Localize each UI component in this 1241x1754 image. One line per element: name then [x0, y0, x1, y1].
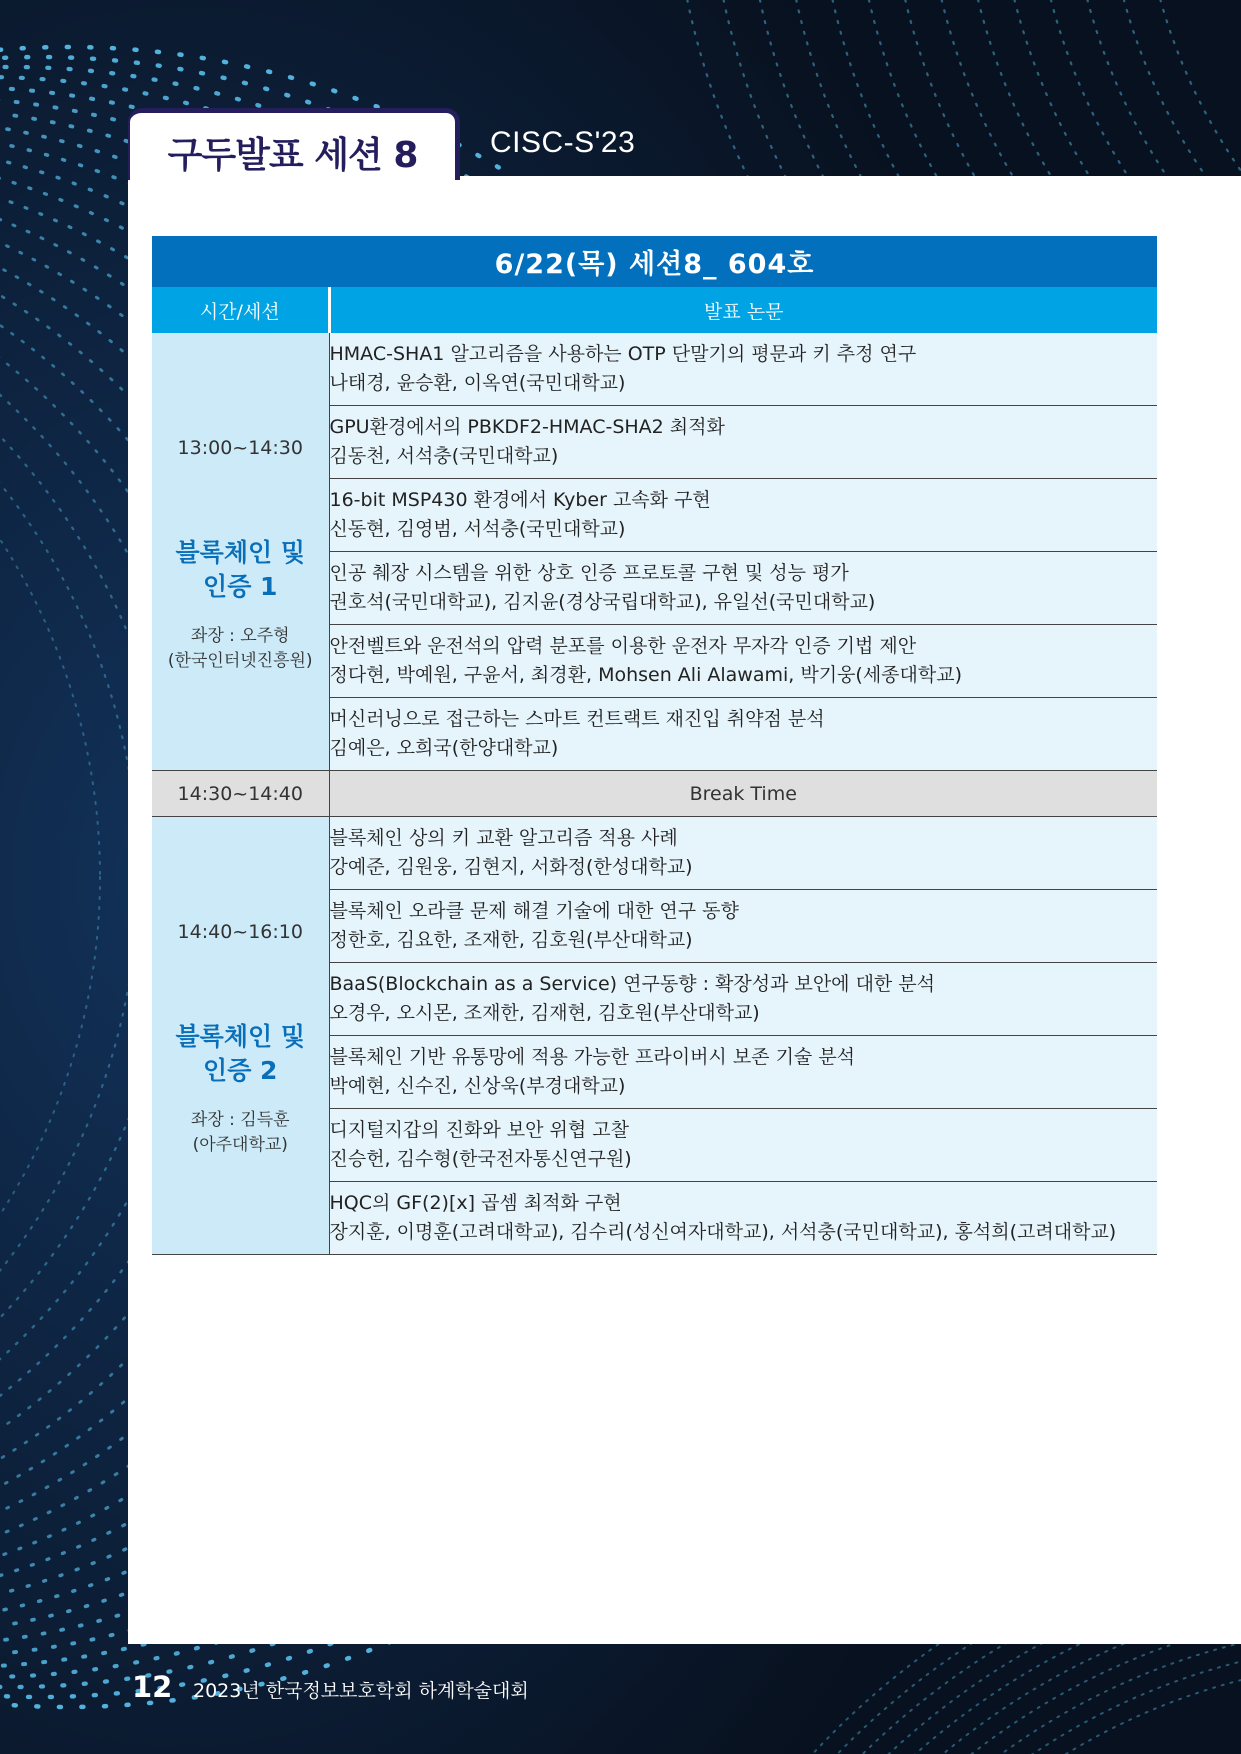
session-topic-line1: 블록체인 및	[175, 538, 305, 567]
paper-cell	[329, 817, 1157, 890]
session-chair	[152, 624, 329, 674]
session-chair-line1: 좌장 : 김득훈	[190, 1110, 290, 1130]
column-header-time: 시간/세션	[152, 287, 329, 333]
paper-title: 블록체인 기반 유통망에 적용 가능한 프라이버시 보존 기술 분석	[329, 1046, 856, 1068]
paper-title: BaaS(Blockchain as a Service) 연구동향 : 확장성과 보안에 대한 분석	[329, 973, 936, 995]
table-title: 6/22(목) 세션8_ 604호	[152, 236, 1157, 287]
footer-event-title: 2023년 한국정보보호학회 하계학술대회	[193, 1680, 529, 1702]
paper-title: 인공 췌장 시스템을 위한 상호 인증 프로토콜 구현 및 성능 평가	[329, 562, 849, 584]
paper-authors: 신동현, 김영범, 서석충(국민대학교)	[329, 518, 626, 540]
paper-cell	[329, 963, 1157, 1036]
session-tab	[128, 108, 460, 180]
paper-cell	[329, 1182, 1157, 1255]
session-tab-label: 구두발표 세션 8	[167, 135, 418, 176]
paper-cell	[329, 625, 1157, 698]
session-topic-line2: 인증 2	[203, 1056, 278, 1085]
table-header-row	[152, 287, 1157, 333]
break-label: Break Time	[329, 771, 1157, 817]
session-chair-line2: (한국인터넷진흥원)	[167, 651, 313, 671]
paper-authors: 권호석(국민대학교), 김지윤(경상국립대학교), 유일선(국민대학교)	[329, 591, 876, 613]
session-topic	[152, 1020, 329, 1088]
paper-title: HMAC-SHA1 알고리즘을 사용하는 OTP 단말기의 평문과 키 추정 연구	[329, 343, 917, 365]
paper-title: 머신러닝으로 접근하는 스마트 컨트랙트 재진입 취약점 분석	[329, 708, 825, 730]
paper-authors: 나태경, 윤승환, 이옥연(국민대학교)	[329, 372, 626, 394]
paper-authors: 강예준, 김원웅, 김현지, 서화정(한성대학교)	[329, 856, 693, 878]
conference-name: CISC-S'23	[490, 126, 636, 159]
session-chair-line1: 좌장 : 오주형	[190, 626, 290, 646]
paper-title: 블록체인 상의 키 교환 알고리즘 적용 사례	[329, 827, 678, 849]
session-info-cell	[152, 817, 329, 1255]
session-chair	[152, 1108, 329, 1158]
session-topic-line2: 인증 1	[203, 572, 278, 601]
session-chair-line2: (아주대학교)	[192, 1135, 288, 1155]
paper-cell	[329, 479, 1157, 552]
paper-cell	[329, 698, 1157, 771]
session-topic	[152, 536, 329, 604]
session-info-cell	[152, 333, 329, 771]
schedule-table	[152, 236, 1157, 1255]
table-row	[152, 817, 1157, 890]
session-time: 14:40~16:10	[177, 921, 303, 943]
paper-authors: 박예현, 신수진, 신상욱(부경대학교)	[329, 1075, 626, 1097]
paper-authors: 김예은, 오희국(한양대학교)	[329, 737, 559, 759]
paper-cell	[329, 890, 1157, 963]
paper-title: 안전벨트와 운전석의 압력 분포를 이용한 운전자 무자각 인증 기법 제안	[329, 635, 917, 657]
paper-title: 블록체인 오라클 문제 해결 기술에 대한 연구 동향	[329, 900, 739, 922]
paper-authors: 진승헌, 김수형(한국전자통신연구원)	[329, 1148, 632, 1170]
paper-cell	[329, 333, 1157, 406]
session-time: 13:00~14:30	[177, 437, 303, 459]
paper-title: HQC의 GF(2)[x] 곱셈 최적화 구현	[329, 1192, 622, 1214]
paper-cell	[329, 1109, 1157, 1182]
break-row	[152, 771, 1157, 817]
paper-cell	[329, 1036, 1157, 1109]
paper-authors: 오경우, 오시몬, 조재한, 김재현, 김호원(부산대학교)	[329, 1002, 760, 1024]
paper-authors: 정한호, 김요한, 조재한, 김호원(부산대학교)	[329, 929, 693, 951]
session-topic-line1: 블록체인 및	[175, 1022, 305, 1051]
paper-cell	[329, 552, 1157, 625]
table-title-row	[152, 236, 1157, 287]
page-number: 12	[132, 1670, 173, 1704]
column-header-papers: 발표 논문	[329, 287, 1157, 333]
table-row	[152, 333, 1157, 406]
paper-title: 16-bit MSP430 환경에서 Kyber 고속화 구현	[329, 489, 711, 511]
paper-title: GPU환경에서의 PBKDF2-HMAC-SHA2 최적화	[329, 416, 725, 438]
paper-cell	[329, 406, 1157, 479]
paper-title: 디지털지갑의 진화와 보안 위협 고찰	[329, 1119, 629, 1141]
break-time: 14:30~14:40	[152, 771, 329, 817]
paper-authors: 장지훈, 이명훈(고려대학교), 김수리(성신여자대학교), 서석충(국민대학교), 홍석희(고려대학교)	[329, 1221, 1117, 1243]
paper-authors: 김동천, 서석충(국민대학교)	[329, 445, 559, 467]
paper-authors: 정다현, 박예원, 구윤서, 최경환, Mohsen Ali Alawami, 박기웅(세종대학교)	[329, 664, 963, 686]
